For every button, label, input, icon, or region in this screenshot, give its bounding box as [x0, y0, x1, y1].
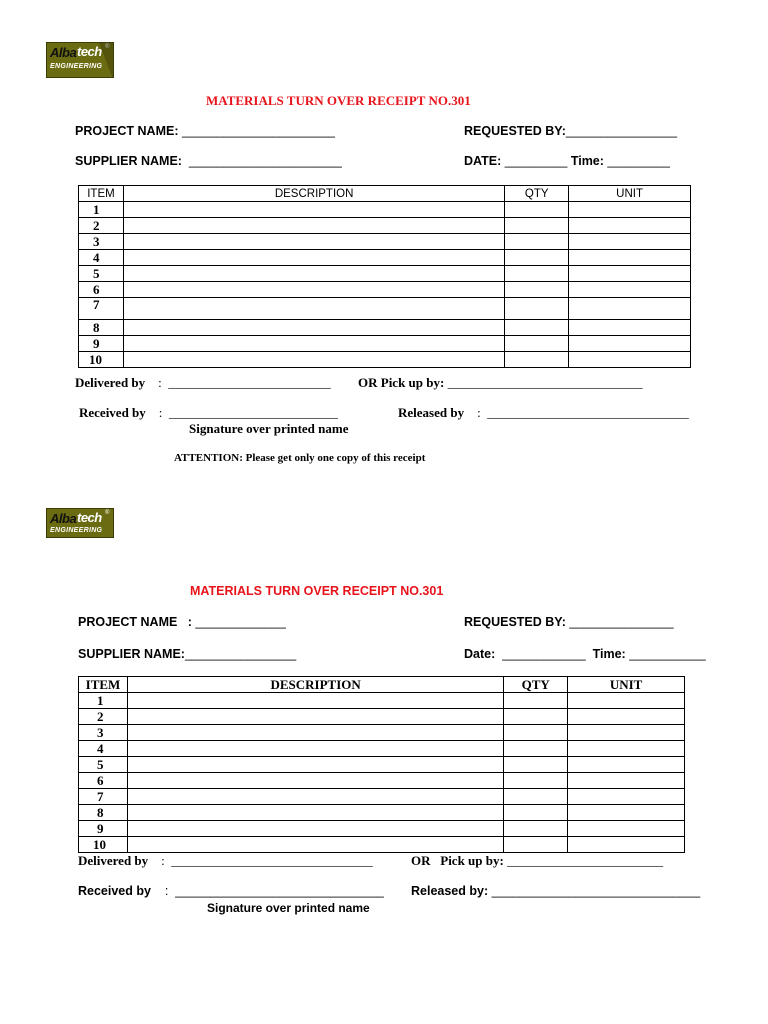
table-row [79, 250, 691, 266]
date-field[interactable]: ____________ [502, 647, 586, 661]
item-number: 9 [79, 821, 128, 837]
description-cell[interactable] [123, 234, 504, 250]
qty-cell[interactable] [504, 709, 568, 725]
table-row [79, 336, 691, 352]
unit-cell[interactable] [568, 789, 685, 805]
time-field[interactable]: ___________ [629, 647, 706, 661]
table-row [79, 837, 685, 853]
item-number: 8 [79, 805, 128, 821]
logo-corner-shape [99, 43, 113, 78]
qty-cell[interactable] [504, 837, 568, 853]
table-row [79, 298, 691, 320]
item-number: 10 [79, 352, 124, 368]
receipt1-delivered-by [75, 375, 331, 391]
released-by-label: Released by: [411, 884, 489, 898]
project-name-field[interactable]: ______________________ [181, 124, 335, 138]
receipt1-signature-note: Signature over printed name [189, 421, 349, 436]
unit-cell[interactable] [569, 336, 691, 352]
description-cell[interactable] [123, 298, 504, 320]
item-number: 6 [79, 282, 124, 298]
receipt2-project-name [78, 615, 286, 629]
released-by-label: Released by [398, 405, 465, 420]
receipt1-title: MATERIALS TURN OVER RECEIPT NO.301 [206, 93, 471, 108]
date-label: DATE: [464, 154, 502, 168]
table-row [79, 352, 691, 368]
column-header-qty: QTY [504, 677, 568, 693]
item-number: 5 [79, 266, 124, 282]
description-cell[interactable] [127, 821, 503, 837]
description-cell[interactable] [127, 693, 503, 709]
delivered-by-field[interactable]: : _________________________ [158, 375, 331, 390]
item-number: 1 [79, 693, 128, 709]
qty-cell[interactable] [505, 266, 569, 282]
description-cell[interactable] [127, 709, 503, 725]
unit-cell[interactable] [568, 725, 685, 741]
item-number: 2 [79, 709, 128, 725]
table-row [79, 821, 685, 837]
description-cell[interactable] [127, 773, 503, 789]
table-row [79, 741, 685, 757]
qty-cell[interactable] [505, 320, 569, 336]
description-cell[interactable] [123, 352, 504, 368]
description-cell[interactable] [123, 336, 504, 352]
released-by-field[interactable]: : _______________________________ [477, 405, 689, 420]
supplier-name-field[interactable]: ______________________ [188, 154, 342, 168]
description-cell[interactable] [127, 805, 503, 821]
logo-text-alba: Alba [50, 45, 77, 60]
description-cell[interactable] [123, 250, 504, 266]
logo-text-alba: Alba [50, 511, 77, 526]
requested-by-field[interactable]: ________________ [565, 124, 678, 138]
item-number: 2 [79, 218, 124, 234]
receipt1-items-table [78, 185, 691, 368]
received-by-label: Received by [78, 884, 151, 898]
table-row [79, 234, 691, 250]
requested-by-label: REQUESTED BY: [464, 124, 566, 138]
description-cell[interactable] [123, 282, 504, 298]
qty-cell[interactable] [504, 725, 568, 741]
unit-cell[interactable] [569, 320, 691, 336]
unit-cell[interactable] [568, 821, 685, 837]
unit-cell[interactable] [568, 773, 685, 789]
delivered-by-field[interactable]: : _______________________________ [161, 853, 373, 868]
qty-cell[interactable] [505, 202, 569, 218]
receipt2-supplier-name [78, 647, 296, 661]
supplier-name-label: SUPPLIER NAME: [75, 154, 182, 168]
logo-subtitle: ENGINEERING [50, 63, 103, 70]
unit-cell[interactable] [569, 266, 691, 282]
table-row [79, 266, 691, 282]
date-field[interactable]: _________ [504, 154, 568, 168]
description-cell[interactable] [123, 218, 504, 234]
table-row [79, 725, 685, 741]
qty-cell[interactable] [504, 773, 568, 789]
item-number: 4 [79, 741, 128, 757]
unit-cell[interactable] [568, 837, 685, 853]
receipt2-items-table [78, 676, 685, 853]
column-header-description: DESCRIPTION [127, 677, 503, 693]
qty-cell[interactable] [505, 336, 569, 352]
item-number: 9 [79, 336, 124, 352]
pickup-by-field[interactable]: ________________________ [507, 853, 664, 868]
released-by-field[interactable]: ______________________________ [491, 884, 701, 898]
table-row [79, 202, 691, 218]
qty-cell[interactable] [504, 789, 568, 805]
unit-cell[interactable] [569, 298, 691, 320]
receipt2-title: MATERIALS TURN OVER RECEIPT NO.301 [190, 584, 444, 598]
description-cell[interactable] [127, 741, 503, 757]
item-number: 8 [79, 320, 124, 336]
project-name-label: PROJECT NAME : [78, 615, 192, 629]
qty-cell[interactable] [504, 741, 568, 757]
receipt1-pickup-by [358, 375, 643, 391]
delivered-by-label: Delivered by [75, 375, 146, 390]
supplier-name-label: SUPPLIER NAME: [78, 647, 185, 661]
column-header-item: ITEM [79, 677, 128, 693]
qty-cell[interactable] [504, 821, 568, 837]
item-number: 7 [79, 298, 124, 320]
table-row [79, 693, 685, 709]
description-cell[interactable] [127, 725, 503, 741]
column-header-item: ITEM [79, 186, 124, 202]
item-number: 4 [79, 250, 124, 266]
unit-cell[interactable] [569, 218, 691, 234]
unit-cell[interactable] [569, 202, 691, 218]
receipt2-received-by [78, 884, 384, 898]
unit-cell[interactable] [569, 282, 691, 298]
time-field[interactable]: _________ [607, 154, 670, 168]
receipt2-delivered-by [78, 853, 373, 869]
qty-cell[interactable] [505, 352, 569, 368]
qty-cell[interactable] [504, 693, 568, 709]
table-header-row [79, 677, 685, 693]
receipt1-supplier-name [75, 154, 342, 168]
column-header-description: DESCRIPTION [123, 186, 504, 202]
albatech-logo [46, 508, 114, 538]
unit-cell[interactable] [569, 352, 691, 368]
logo-subtitle: ENGINEERING [50, 527, 103, 534]
receipt1-requested-by [464, 124, 677, 138]
item-number: 1 [79, 202, 124, 218]
description-cell[interactable] [123, 320, 504, 336]
description-cell[interactable] [127, 789, 503, 805]
item-number: 6 [79, 773, 128, 789]
qty-cell[interactable] [505, 282, 569, 298]
table-row [79, 805, 685, 821]
pickup-by-field[interactable]: ______________________________ [447, 375, 643, 390]
qty-cell[interactable] [505, 218, 569, 234]
project-name-field[interactable]: _____________ [195, 615, 286, 629]
table-row [79, 709, 685, 725]
unit-cell[interactable] [569, 250, 691, 266]
pickup-by-label: OR Pick up by: [358, 375, 445, 390]
received-by-field[interactable]: : __________________________ [158, 405, 338, 420]
receipt1-date-time [464, 154, 670, 168]
unit-cell[interactable] [568, 693, 685, 709]
qty-cell[interactable] [505, 298, 569, 320]
receipt1-project-name [75, 124, 335, 138]
table-row [79, 757, 685, 773]
received-by-label: Received by [79, 405, 146, 420]
table-row [79, 320, 691, 336]
albatech-logo [46, 42, 114, 78]
received-by-field[interactable]: : ______________________________ [164, 884, 384, 898]
logo-registered-mark: ® [105, 44, 110, 50]
receipt1-released-by [398, 405, 689, 421]
time-label: Time: [592, 647, 626, 661]
unit-cell[interactable] [568, 757, 685, 773]
receipt1-received-by [79, 405, 338, 421]
time-label: Time: [570, 154, 604, 168]
unit-cell[interactable] [568, 709, 685, 725]
table-header-row [79, 186, 691, 202]
description-cell[interactable] [127, 837, 503, 853]
logo-text-tech: tech [77, 44, 102, 59]
qty-cell[interactable] [505, 234, 569, 250]
supplier-name-field[interactable]: ________________ [184, 647, 297, 661]
description-cell[interactable] [127, 757, 503, 773]
description-cell[interactable] [123, 266, 504, 282]
item-number: 10 [79, 837, 128, 853]
column-header-qty: QTY [505, 186, 569, 202]
logo-text-tech: tech [77, 510, 102, 525]
item-number: 3 [79, 234, 124, 250]
receipt2-signature-note: Signature over printed name [207, 901, 370, 915]
logo-registered-mark: ® [105, 510, 110, 516]
date-label: Date: [464, 647, 496, 661]
table-row [79, 773, 685, 789]
receipt2-pickup-by [411, 853, 663, 869]
column-header-unit: UNIT [569, 186, 691, 202]
table-row [79, 282, 691, 298]
unit-cell[interactable] [569, 234, 691, 250]
pickup-by-label: OR Pick up by: [411, 853, 504, 868]
column-header-unit: UNIT [568, 677, 685, 693]
unit-cell[interactable] [568, 741, 685, 757]
receipt2-date-time [464, 647, 706, 661]
description-cell[interactable] [123, 202, 504, 218]
item-number: 7 [79, 789, 128, 805]
qty-cell[interactable] [505, 250, 569, 266]
receipt1-attention-note: ATTENTION: Please get only one copy of this receipt [174, 452, 426, 464]
receipt2-released-by [411, 884, 700, 898]
requested-by-field[interactable]: _______________ [569, 615, 674, 629]
qty-cell[interactable] [504, 757, 568, 773]
item-number: 5 [79, 757, 128, 773]
item-number: 3 [79, 725, 128, 741]
qty-cell[interactable] [504, 805, 568, 821]
requested-by-label: REQUESTED BY: [464, 615, 566, 629]
table-row [79, 218, 691, 234]
project-name-label: PROJECT NAME: [75, 124, 179, 138]
delivered-by-label: Delivered by [78, 853, 149, 868]
receipt2-requested-by [464, 615, 674, 629]
unit-cell[interactable] [568, 805, 685, 821]
table-row [79, 789, 685, 805]
